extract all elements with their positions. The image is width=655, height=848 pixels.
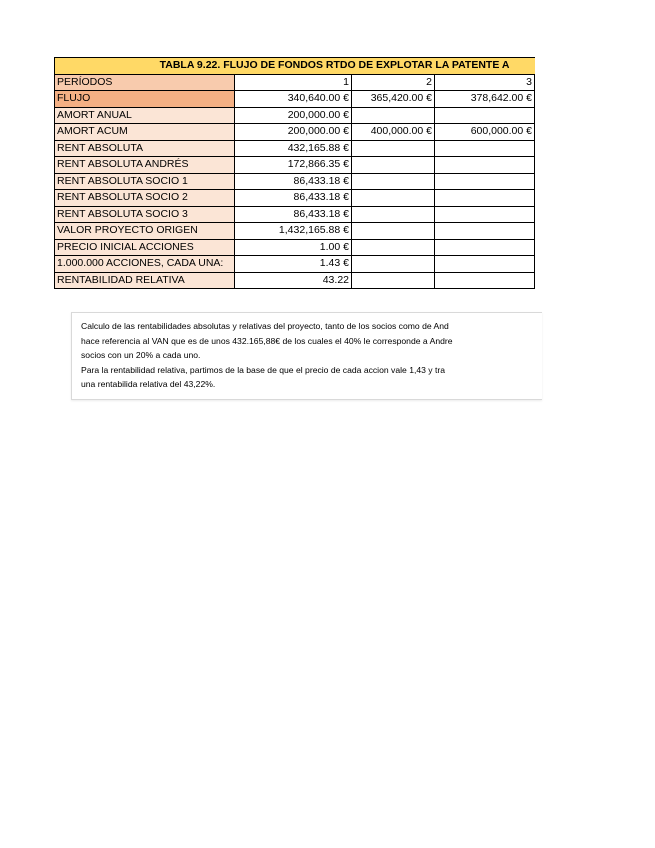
table-row [55, 124, 536, 141]
table-row [55, 157, 536, 174]
value-cell[interactable]: 1,432,165.88 € [235, 223, 352, 240]
table-row [55, 256, 536, 273]
comment-line: socios con un 20% a cada uno. [81, 350, 201, 360]
comment-line: Calculo de las rentabilidades absolutas y relativas del proyecto, tanto de los socios como de And [81, 321, 449, 331]
value-cell[interactable] [352, 190, 435, 207]
value-cell[interactable] [352, 272, 435, 289]
value-cell[interactable]: 86,433.18 € [235, 173, 352, 190]
value-cell[interactable] [435, 272, 535, 289]
value-cell[interactable] [352, 107, 435, 124]
value-cell[interactable] [352, 223, 435, 240]
value-cell[interactable]: 365,420.00 € [352, 91, 435, 108]
table-row [55, 140, 536, 157]
row-label-cell[interactable]: RENTABILIDAD RELATIVA [55, 272, 235, 289]
empty-cell[interactable] [535, 256, 536, 273]
value-cell[interactable] [435, 223, 535, 240]
row-label-cell[interactable]: RENT ABSOLUTA SOCIO 1 [55, 173, 235, 190]
comment-line: una rentabilida relativa del 43,22%. [81, 379, 216, 389]
periods-row [55, 74, 536, 91]
value-cell[interactable] [435, 206, 535, 223]
row-label-cell[interactable]: RENT ABSOLUTA SOCIO 2 [55, 190, 235, 207]
row-label-cell[interactable]: 1.000.000 ACCIONES, CADA UNA: [55, 256, 235, 273]
comment-line: hace referencia al VAN que es de unos 432.165,88€ de los cuales el 40% le corresponde a Andre [81, 335, 453, 346]
row-label-cell[interactable]: AMORT ANUAL [55, 107, 235, 124]
empty-cell[interactable] [535, 239, 536, 256]
period-cell[interactable]: 1 [235, 74, 352, 91]
value-cell[interactable] [435, 173, 535, 190]
period-cell[interactable]: 2 [352, 74, 435, 91]
table-row [55, 239, 536, 256]
empty-cell[interactable] [535, 91, 536, 108]
row-label-cell[interactable]: RENT ABSOLUTA ANDRÉS [55, 157, 235, 174]
empty-cell[interactable] [535, 272, 536, 289]
spreadsheet-table-region [54, 57, 535, 293]
value-cell[interactable]: 1.00 € [235, 239, 352, 256]
value-cell[interactable]: 43.22 [235, 272, 352, 289]
empty-cell[interactable] [535, 74, 536, 91]
row-label-cell[interactable]: PRECIO INICIAL ACCIONES [55, 239, 235, 256]
table-row [55, 190, 536, 207]
value-cell[interactable] [435, 107, 535, 124]
value-cell[interactable] [352, 173, 435, 190]
value-cell[interactable]: 200,000.00 € [235, 107, 352, 124]
row-label-cell[interactable]: FLUJO [55, 91, 235, 108]
value-cell[interactable]: 86,433.18 € [235, 190, 352, 207]
comment-text [81, 319, 542, 392]
comment-text-box[interactable] [71, 312, 542, 400]
comment-line: Para la rentabilidad relativa, partimos de la base de que el precio de cada accion vale 1,43 y tra [81, 364, 446, 375]
value-cell[interactable] [352, 256, 435, 273]
value-cell[interactable]: 172,866.35 € [235, 157, 352, 174]
value-cell[interactable]: 400,000.00 € [352, 124, 435, 141]
value-cell[interactable]: 1.43 € [235, 256, 352, 273]
row-label-cell[interactable]: RENT ABSOLUTA [55, 140, 235, 157]
table-title[interactable]: TABLA 9.22. FLUJO DE FONDOS RTDO DE EXPLOTAR LA PATENTE A [55, 58, 536, 75]
empty-cell[interactable] [535, 157, 536, 174]
value-cell[interactable] [435, 239, 535, 256]
empty-cell[interactable] [535, 107, 536, 124]
table-row [55, 206, 536, 223]
value-cell[interactable] [352, 206, 435, 223]
value-cell[interactable] [435, 190, 535, 207]
table-row [55, 107, 536, 124]
value-cell[interactable] [435, 256, 535, 273]
value-cell[interactable]: 432,165.88 € [235, 140, 352, 157]
table-row [55, 91, 536, 108]
empty-cell[interactable] [535, 124, 536, 141]
row-label-cell[interactable]: VALOR PROYECTO ORIGEN [55, 223, 235, 240]
table-title-row [55, 58, 536, 75]
value-cell[interactable] [352, 157, 435, 174]
table-row [55, 223, 536, 240]
value-cell[interactable] [435, 140, 535, 157]
row-label-cell[interactable]: RENT ABSOLUTA SOCIO 3 [55, 206, 235, 223]
value-cell[interactable] [352, 239, 435, 256]
value-cell[interactable]: 600,000.00 € [435, 124, 535, 141]
table-row [55, 173, 536, 190]
periods-label-cell[interactable]: PERÍODOS [55, 74, 235, 91]
empty-cell[interactable] [535, 223, 536, 240]
empty-cell[interactable] [535, 173, 536, 190]
empty-cell[interactable] [535, 190, 536, 207]
row-label-cell[interactable]: AMORT ACUM [55, 124, 235, 141]
period-cell[interactable]: 3 [435, 74, 535, 91]
table-row [55, 272, 536, 289]
value-cell[interactable] [435, 157, 535, 174]
empty-cell[interactable] [535, 140, 536, 157]
value-cell[interactable]: 86,433.18 € [235, 206, 352, 223]
cash-flow-table [54, 57, 535, 289]
value-cell[interactable]: 200,000.00 € [235, 124, 352, 141]
value-cell[interactable] [352, 140, 435, 157]
value-cell[interactable]: 378,642.00 € [435, 91, 535, 108]
empty-cell[interactable] [535, 206, 536, 223]
value-cell[interactable]: 340,640.00 € [235, 91, 352, 108]
